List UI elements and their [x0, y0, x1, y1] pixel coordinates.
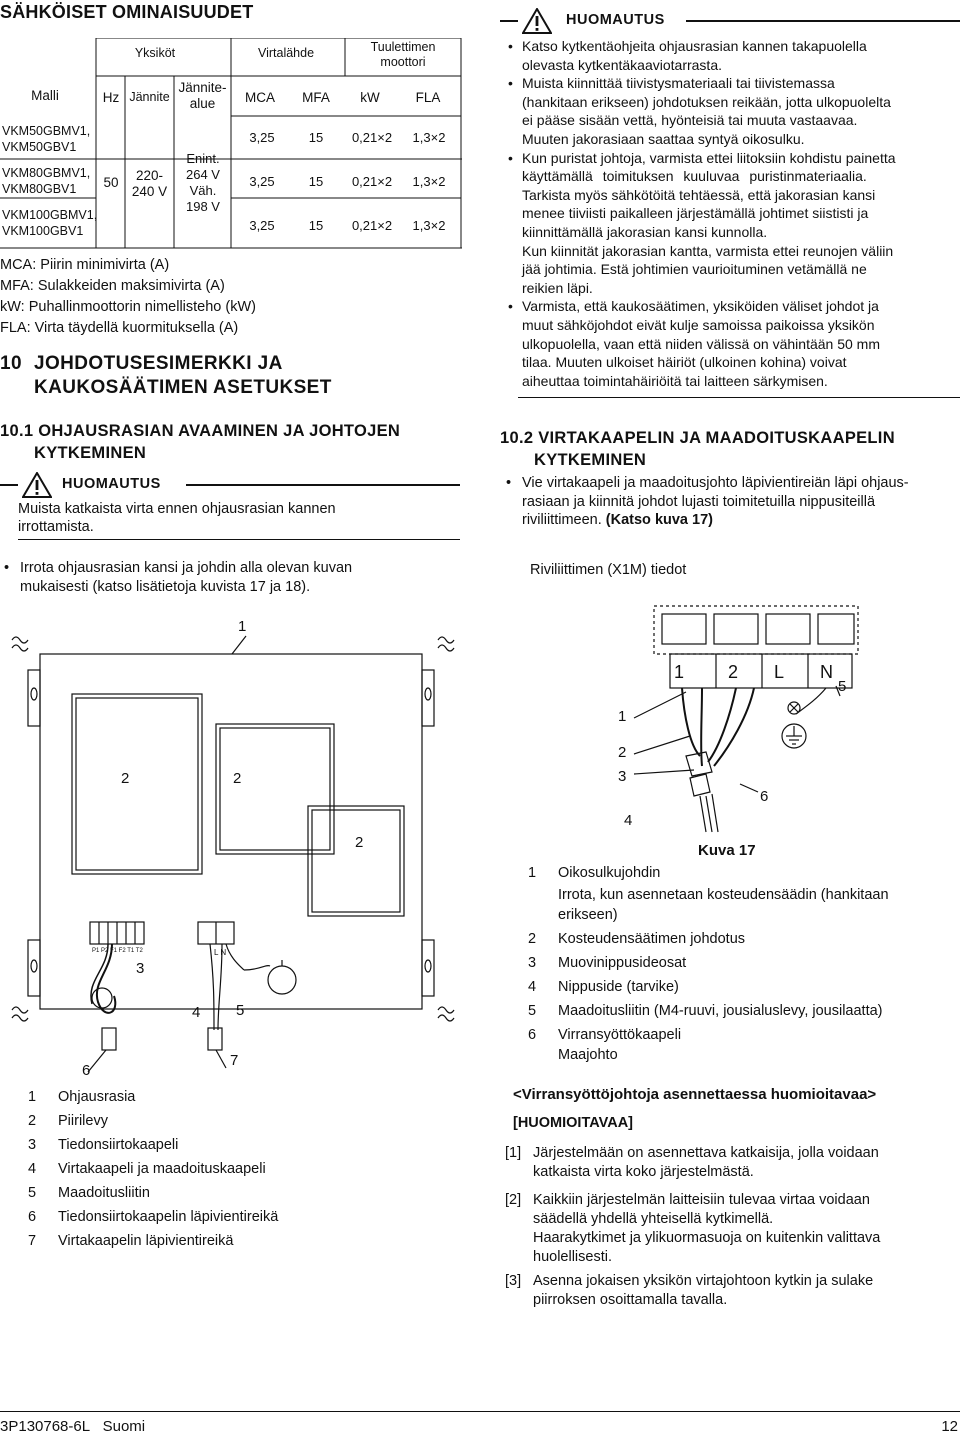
col-range-l2: alue — [189, 96, 216, 111]
warning-line: muut sähköjohdot eivät kulje samoissa paikoissa yksikön — [522, 316, 875, 333]
note-tag: [1] — [505, 1145, 522, 1161]
model-cell: VKM100GBV1 — [2, 224, 84, 238]
callout-6: 6 — [82, 1062, 91, 1079]
legend-number: 1 — [528, 865, 537, 881]
power-notes-heading: <Virransyöttöjohtoja asennettaessa huomioitavaa> — [513, 1086, 877, 1103]
model-cell: VKM100GBMV1, — [2, 208, 98, 222]
legend-text: Virransyöttökaapeli — [558, 1027, 682, 1043]
bullet-dot: • — [508, 38, 513, 54]
legend-text: Tiedonsiirtokaapelin läpivientireikä — [58, 1209, 279, 1225]
model-cell: VKM50GBV1 — [2, 140, 77, 154]
mca-cell: 3,25 — [249, 130, 275, 145]
col-hz: Hz — [102, 90, 120, 105]
page-title: SÄHKÖISET OMINAISUUDET — [0, 2, 254, 22]
note-text: säädellä yhdellä yhteisellä kytkimellä. — [533, 1211, 774, 1227]
legend-number: 4 — [28, 1161, 37, 1177]
bullet-dot: • — [4, 560, 10, 576]
terminal-block-diagram — [590, 596, 890, 836]
mca-cell: 3,25 — [249, 218, 275, 233]
hz-value: 50 — [103, 175, 119, 190]
callout-1: 1 — [238, 618, 247, 635]
terminal-labels: P1 P2 F1 F2 T1 T2 — [92, 948, 143, 954]
warning-box-left — [0, 472, 460, 542]
callout-4: 4 — [624, 812, 633, 829]
note-text: Järjestelmään on asennettava katkaisija, jolla voidaan — [533, 1145, 879, 1161]
mca-cell: 3,25 — [249, 174, 275, 189]
note-text: Haarakytkimet ja ylikuormasuoja on kuitenkin valittava — [533, 1230, 881, 1246]
abbreviation-notes — [0, 255, 256, 339]
section-title-l2: KAUKOSÄÄTIMEN ASETUKSET — [34, 377, 332, 398]
range-l4: 198 V — [186, 199, 220, 214]
warning-text-l1: Muista katkaista virta ennen ohjausrasian kannen — [18, 501, 336, 517]
subsection-title-l2: KYTKEMINEN — [34, 444, 147, 462]
footer-rule — [0, 1411, 960, 1412]
warning-line: aiheuttaa toimintahäiriöitä tai laitteen särkymisen. — [522, 372, 828, 389]
bullet-text-l2: rasiaan ja kiinnitä johdot lujasti toimitetuilla nippusiteillä — [522, 493, 876, 510]
warning-line: (hankitaan erikseen) johdotuksen reikään, jotta ulkopuolelta — [522, 93, 891, 110]
warning-line: käyttämällä toimituksen kuuluvaa puristinmateriaalia. — [522, 168, 867, 185]
note-text: katkaista virta koko järjestelmästä. — [533, 1164, 754, 1180]
legend-text: Nippuside (tarvike) — [558, 979, 679, 995]
warning-line: Varmista, että kaukosäätimen, yksiköiden väliset johdot ja — [522, 298, 879, 315]
warning-line: Muuten jakorasiaan saattaa syntyä oikosulku. — [522, 130, 805, 147]
note-text: huolellisesti. — [533, 1249, 612, 1265]
section-10-1-heading — [0, 420, 400, 464]
callout-7: 7 — [230, 1052, 239, 1069]
legend-number: 6 — [528, 1027, 537, 1043]
col-group-units: Yksiköt — [134, 46, 176, 60]
note-text: Kaikkiin järjestelmän laitteisiin tulevaa virtaa voidaan — [533, 1192, 870, 1208]
legend-number: 6 — [28, 1209, 37, 1225]
bullet-text-l3: riviliittimeen. — [522, 512, 606, 528]
warning-line: Kun kiinnität jakorasian kantta, varmista ettei reunojen väliin — [522, 242, 894, 259]
legend-text: Maajohto — [558, 1047, 618, 1063]
legend-text: Muovinippusideosat — [558, 955, 687, 971]
legend-number: 3 — [28, 1137, 37, 1153]
note-tag: [2] — [505, 1192, 522, 1208]
warning-line: reikien läpi. — [522, 279, 593, 296]
terminal-2-label: 2 — [728, 662, 739, 682]
legend-text: Virtakaapelin läpivientireikä — [58, 1233, 234, 1249]
warning-line: Katso kytkentäohjeita ohjausrasian kannen takapuolella — [522, 38, 867, 54]
range-l1: Enint. — [186, 151, 220, 166]
warning-divider — [518, 397, 960, 398]
bullet-dot: • — [508, 298, 513, 315]
mfa-cell: 15 — [308, 174, 324, 189]
bullet-text-l1: Irrota ohjausrasian kansi ja johdin alla olevan kuvan — [20, 560, 353, 576]
note-tag: [3] — [505, 1273, 522, 1289]
model-cell: VKM80GBMV1, — [2, 166, 91, 180]
callout-1: 1 — [618, 708, 627, 725]
warning-triangle-icon — [22, 472, 52, 498]
figure-caption: Kuva 17 — [698, 842, 756, 859]
note-text: Asenna jokaisen yksikön virtajohtoon kytkin ja sulake — [533, 1273, 874, 1289]
legend-number: 2 — [528, 931, 537, 947]
legend-number: 5 — [28, 1185, 37, 1201]
legend-text: Oikosulkujohdin — [558, 865, 661, 881]
subsection-title-l1: 10.1 OHJAUSRASIAN AVAAMINEN JA JOHTOJEN — [0, 422, 401, 440]
warning-label: HUOMAUTUS — [62, 476, 161, 492]
document-id: 3P130768-6L — [0, 1418, 91, 1435]
callout-5: 5 — [236, 1002, 245, 1019]
terminal-l-label: L — [774, 662, 785, 682]
legend-number: 5 — [528, 1003, 537, 1019]
spec-table — [0, 38, 462, 248]
figure-reference: (Katso kuva 17) — [605, 512, 713, 528]
legend-text: Piirilevy — [58, 1113, 108, 1129]
col-range-l1: Jännite- — [178, 80, 227, 95]
legend-number: 2 — [28, 1113, 37, 1129]
control-box-drawing — [0, 610, 470, 1080]
note-line: MCA: Piirin minimivirta (A) — [0, 257, 170, 273]
section-10-2-heading — [500, 427, 895, 471]
note-text: piirroksen osoittamalla tavalla. — [533, 1292, 728, 1308]
warning-label: HUOMAUTUS — [566, 12, 665, 28]
callout-4: 4 — [192, 1004, 201, 1021]
col-voltage: Jännite — [129, 90, 170, 104]
terminal-block-drawing — [590, 596, 890, 836]
warning-line: menee tiiviisti paikalleen järjestämällä johtimet siististi ja — [522, 205, 869, 222]
subsection-title-l2: KYTKEMINEN — [534, 451, 647, 469]
kw-cell: 0,21×2 — [351, 174, 393, 189]
range-l3: Väh. — [189, 183, 217, 198]
section-10-heading — [0, 352, 332, 400]
warning-line: Kun puristat johtoja, varmista ettei liitoksiin kohdistu painetta — [522, 149, 896, 166]
warning-line: Tarkista myös sähkötöitä tehtäessä, että jakorasian kansi — [522, 186, 876, 203]
col-model: Malli — [31, 88, 59, 103]
section-title-l1: JOHDOTUSESIMERKKI JA — [34, 353, 283, 374]
document-language: Suomi — [102, 1418, 146, 1435]
callout-3: 3 — [136, 960, 145, 977]
note-line: kW: Puhallinmoottorin nimellisteho (kW) — [0, 299, 256, 315]
bullet-dot: • — [506, 475, 512, 491]
warning-triangle-icon — [522, 8, 552, 34]
legend-text: Maadoitusliitin (M4-ruuvi, jousialuslevy, jousilaatta) — [558, 1003, 883, 1019]
col-fla: FLA — [415, 90, 441, 105]
control-box-diagram — [0, 610, 470, 1080]
callout-2c: 2 — [355, 834, 364, 851]
col-group-motor-l2: moottori — [380, 55, 426, 69]
bullet-dot: • — [508, 149, 513, 166]
kw-cell: 0,21×2 — [351, 130, 393, 145]
col-group-motor-l1: Tuulettimen — [370, 40, 436, 54]
legend-text: Kosteudensäätimen johdotus — [558, 931, 746, 947]
kw-cell: 0,21×2 — [351, 218, 393, 233]
note-line: FLA: Virta täydellä kuormituksella (A) — [0, 320, 239, 336]
terminal-n-label: N — [820, 662, 833, 682]
legend-text: Irrota, kun asennetaan kosteudensäädin (hankitaan — [558, 887, 889, 903]
callout-2a: 2 — [121, 770, 130, 787]
mfa-cell: 15 — [308, 218, 324, 233]
section-number: 10 — [0, 353, 22, 374]
bullet-open-box — [4, 559, 454, 596]
warning-line: tilaa. Muuten ulkoiset häiriöt (ulkoinen kohina) voivat — [522, 354, 847, 371]
legend-text: erikseen) — [558, 907, 618, 923]
terminal-caption: Riviliittimen (X1M) tiedot — [530, 562, 687, 578]
legend-number: 4 — [528, 979, 537, 995]
col-group-power: Virtalähde — [257, 46, 315, 60]
right-warning-text — [508, 37, 958, 390]
page-number: 12 — [941, 1418, 958, 1435]
voltage-l2: 240 V — [131, 184, 168, 199]
voltage-l1: 220- — [135, 168, 164, 183]
bullet-power-cable — [506, 474, 956, 530]
legend-number: 1 — [28, 1089, 37, 1105]
fla-cell: 1,3×2 — [412, 218, 446, 233]
fla-cell: 1,3×2 — [412, 130, 446, 145]
subsection-title-l1: 10.2 VIRTAKAAPELIN JA MAADOITUSKAAPELIN — [500, 429, 895, 447]
warning-text-l2: irrottamista. — [18, 519, 94, 535]
callout-2: 2 — [618, 744, 627, 761]
legend-number: 7 — [28, 1233, 37, 1249]
callout-5: 5 — [838, 678, 847, 695]
warning-line: ei pääse sisään vettä, hyönteisiä tai muuta vastaavaa. — [522, 112, 858, 129]
legend-text: Maadoitusliitin — [58, 1185, 150, 1201]
footer-doc — [0, 1418, 145, 1435]
warning-line: olevasta kytkentäkaaviotarrasta. — [522, 56, 722, 73]
terminal-1-label: 1 — [674, 662, 685, 682]
bullet-dot: • — [508, 75, 513, 92]
model-cell: VKM50GBMV1, — [2, 124, 91, 138]
bullet-text-l1: Vie virtakaapeli ja maadoitusjohto läpivientireiän läpi ohjaus- — [522, 475, 909, 491]
legend-text: Tiedonsiirtokaapeli — [58, 1137, 179, 1153]
warning-line: kiinnittämällä jakorasian kansi kunnolla. — [522, 223, 768, 240]
legend-text: Virtakaapeli ja maadoituskaapeli — [58, 1161, 266, 1177]
callout-3: 3 — [618, 768, 627, 785]
legend-number: 3 — [528, 955, 537, 971]
callout-2b: 2 — [233, 770, 242, 787]
col-mca: MCA — [245, 90, 275, 105]
bullet-text-l2: mukaisesti (katso lisätietoja kuvista 17 ja 18). — [20, 578, 311, 595]
legend-text: Ohjausrasia — [58, 1089, 136, 1105]
mfa-cell: 15 — [308, 130, 324, 145]
col-kw: kW — [360, 90, 380, 105]
callout-6: 6 — [760, 788, 769, 805]
terminal-ln-label: L N — [214, 948, 227, 957]
fla-cell: 1,3×2 — [412, 174, 446, 189]
warning-line: Muista kiinnittää tiivistysmateriaali tai tiivistemassa — [522, 75, 835, 92]
note-line: MFA: Sulakkeiden maksimivirta (A) — [0, 278, 225, 294]
warning-line: jää johtimia. Estä johtimien vaurioituminen vetämällä ne — [522, 261, 867, 278]
warning-line: ulkopuolella, vaan että niiden välissä on vähintään 50 mm — [522, 335, 881, 352]
model-cell: VKM80GBV1 — [2, 182, 77, 196]
col-mfa: MFA — [302, 90, 330, 105]
power-notes-subheading: [HUOMIOITAVAA] — [513, 1115, 634, 1131]
range-l2: 264 V — [186, 167, 220, 182]
